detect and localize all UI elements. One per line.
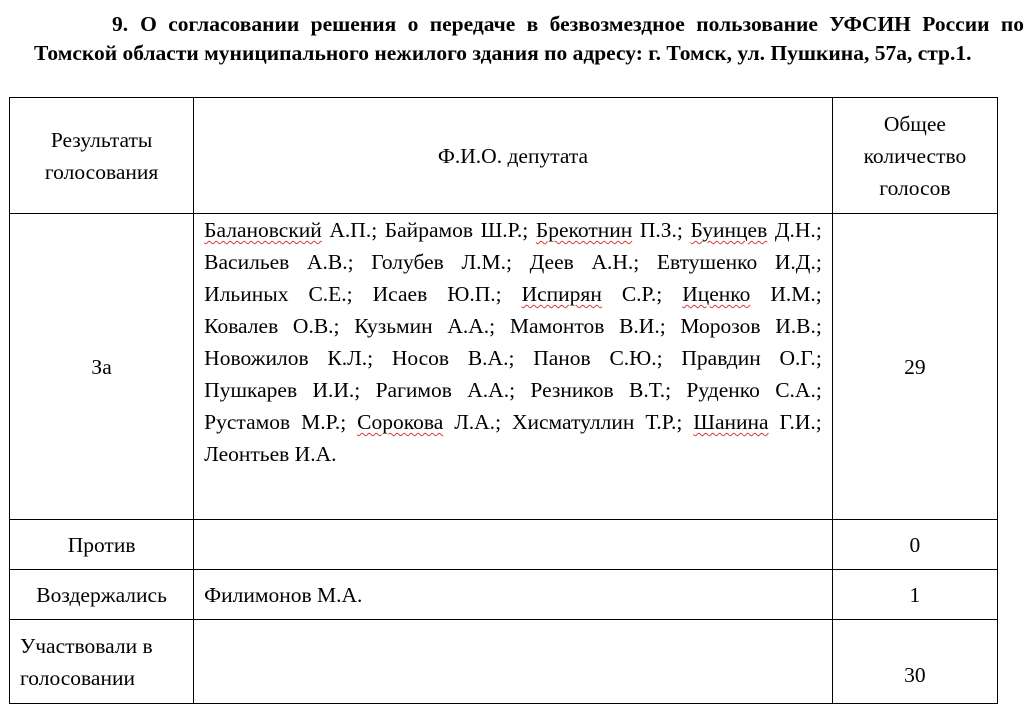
deputy-name: Брекотнин П.З. (535, 218, 677, 242)
spellcheck-flagged-surname: Балановский (204, 218, 322, 242)
table-header-row (10, 98, 998, 214)
result-for: За (10, 214, 194, 520)
deputy-name: Шанина Г.И. (693, 410, 816, 434)
deputy-name: Ковалев О.В. (204, 314, 334, 338)
spellcheck-flagged-surname: Иценко (682, 282, 751, 306)
deputy-name: Пушкарев И.И. (204, 378, 355, 402)
deputy-name: Правдин О.Г. (681, 346, 816, 370)
deputy-name: Морозов И.В. (680, 314, 816, 338)
table-row-abstained (10, 570, 998, 620)
deputies-against-list (194, 520, 833, 570)
header-voting-results: Результаты голосования (10, 98, 194, 214)
count-abstained: 1 (832, 570, 997, 620)
header-deputy-name: Ф.И.О. депутата (194, 98, 833, 214)
deputy-name: Кузьмин А.А. (354, 314, 490, 338)
result-against: Против (10, 520, 194, 570)
table-row-participated (10, 620, 998, 704)
deputy-name: Сорокова Л.А. (357, 410, 496, 434)
deputy-name: Мамонтов В.И. (509, 314, 660, 338)
spellcheck-flagged-surname: Буинцев (690, 218, 768, 242)
deputy-name: Иценко И.М. (682, 282, 816, 306)
deputies-for-list: Балановский А.П.; Байрамов Ш.Р.; Брекотнин П.З.; Буинцев Д.Н.; Васильев А.В.; Голубев Л.М.; Деев А.Н.; Евтушенко И.Д.; Ильиных С.Е.; Исаев Ю.П.; Испирян С.Р.; Иценко И.М.; Ковалев О.В.; Кузьмин А.А.; Мамонтов В.И.; Морозов И.В.; Новожилов К.Л.; Носов В.А.; Панов С.Ю.; Правдин О.Г.; Пушкарев И.И.; Рагимов А.А.; Резников В.Т.; Руденко С.А.; Рустамов М.Р.; Сорокова Л.А.; Хисматуллин Т.Р.; Шанина Г.И.; Леонтьев И.А. (194, 214, 833, 520)
table-row-for (10, 214, 998, 520)
deputy-name: Балановский А.П. (204, 218, 372, 242)
deputy-name: Носов В.А. (391, 346, 509, 370)
deputy-name: Испирян С.Р. (521, 282, 657, 306)
count-participated: 30 (832, 620, 997, 704)
deputy-name: Леонтьев И.А. (204, 442, 337, 466)
header-total-votes: Общее количество голосов (832, 98, 997, 214)
spellcheck-flagged-surname: Сорокова (357, 410, 444, 434)
agenda-item-heading (34, 10, 1024, 68)
agenda-item-number: 9. (112, 12, 129, 36)
deputy-name: Хисматуллин Т.Р. (511, 410, 677, 434)
deputy-name: Васильев А.В. (204, 250, 348, 274)
deputy-name: Резников В.Т. (530, 378, 666, 402)
deputy-name: Ильиных С.Е. (204, 282, 347, 306)
deputy-name: Панов С.Ю. (533, 346, 657, 370)
count-for: 29 (832, 214, 997, 520)
spellcheck-flagged-surname: Испирян (521, 282, 602, 306)
agenda-item-title: О согласовании решения о передаче в безвозмездное пользование УФСИН России по Томской области муниципального нежилого здания по адресу: г. Томск, ул. Пушкина, 57а, стр.1. (34, 12, 1024, 65)
voting-results-table (9, 97, 998, 704)
deputy-name: Рагимов А.А. (375, 378, 510, 402)
deputy-name: Руденко С.А. (686, 378, 816, 402)
deputy-name: Деев А.Н. (529, 250, 634, 274)
deputy-name: Евтушенко И.Д. (656, 250, 816, 274)
deputy-name: Рустамов М.Р. (204, 410, 341, 434)
deputy-name: Новожилов К.Л. (204, 346, 368, 370)
deputy-name: Голубев Л.М. (371, 250, 506, 274)
table-row-against (10, 520, 998, 570)
deputies-abstained-list: Филимонов М.А. (194, 570, 833, 620)
result-participated: Участвовали в голосовании (10, 620, 194, 704)
deputies-participated-list (194, 620, 833, 704)
deputy-name: Буинцев Д.Н. (690, 218, 816, 242)
deputy-name: Исаев Ю.П. (372, 282, 496, 306)
count-against: 0 (832, 520, 997, 570)
spellcheck-flagged-surname: Шанина (693, 410, 769, 434)
result-abstained: Воздержались (10, 570, 194, 620)
spellcheck-flagged-surname: Брекотнин (535, 218, 633, 242)
deputy-name: Байрамов Ш.Р. (384, 218, 523, 242)
